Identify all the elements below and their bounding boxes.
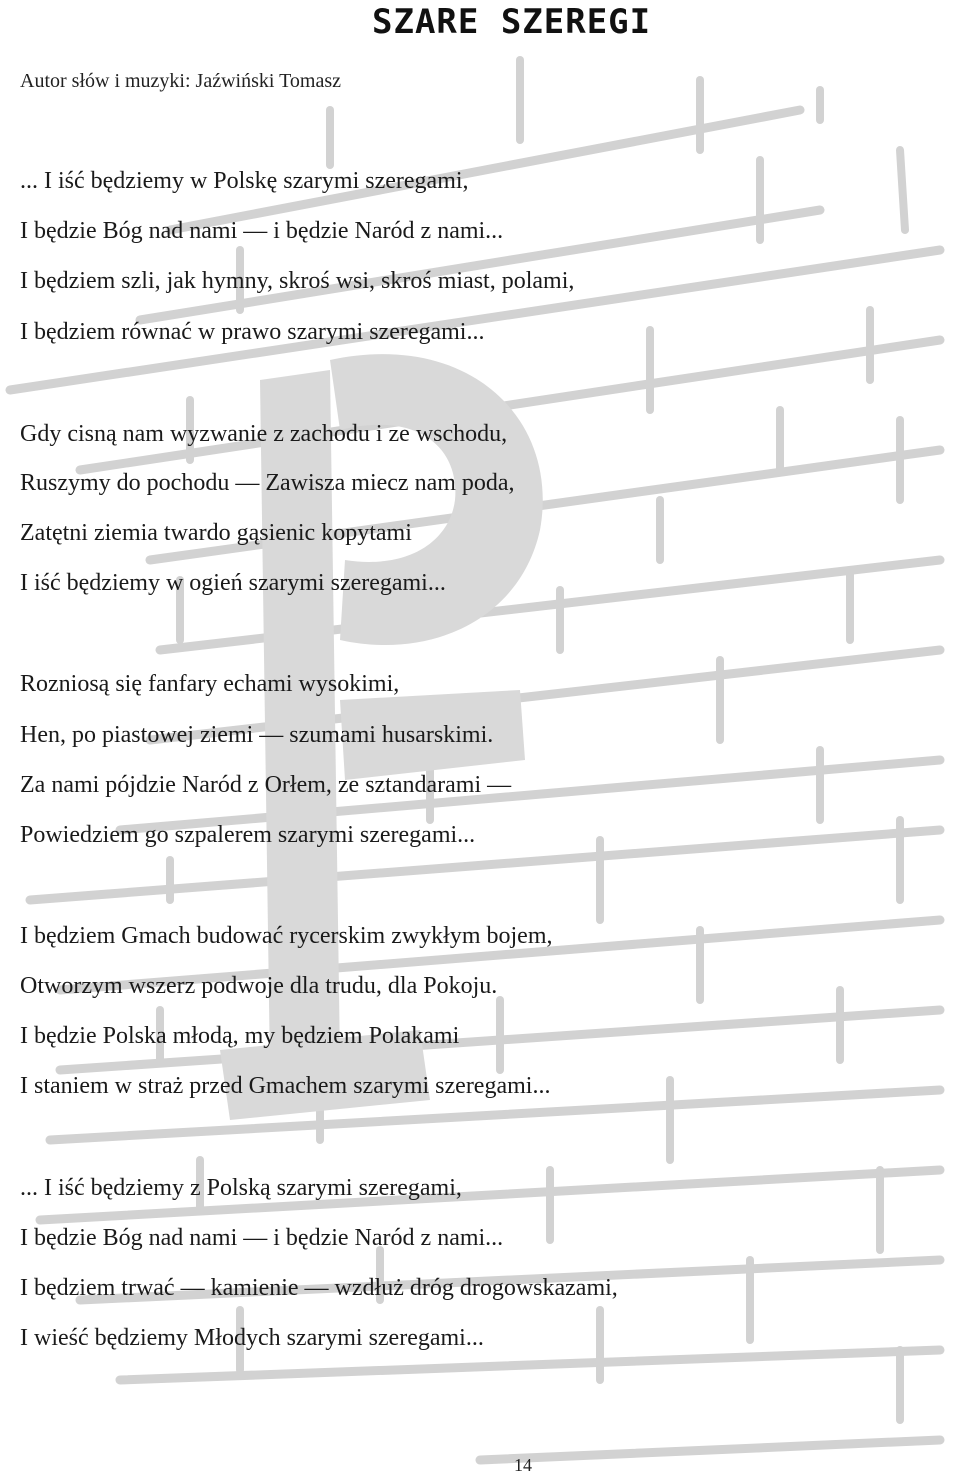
verse-line: Ruszymy do pochodu — Zawisza miecz nam poda, [20, 470, 515, 496]
page-number: 14 [514, 1455, 532, 1475]
verse-line: I będzie Bóg nad nami — i będzie Naród z nami... [20, 1225, 504, 1251]
verse-line: Zatętni ziemia twardo gąsienic kopytami [20, 520, 412, 546]
verse-line: I będziem szli, jak hymny, skroś wsi, skroś miast, polami, [20, 268, 575, 294]
verse-line: I staniem w straż przed Gmachem szarymi szeregami... [20, 1073, 551, 1099]
verse-line: I będziem trwać — kamienie — wzdłuż dróg drogowskazami, [20, 1275, 618, 1301]
verse-line: Rozniosą się fanfary echami wysokimi, [20, 671, 400, 697]
verse-line: Hen, po piastowej ziemi — szumami husarskimi. [20, 722, 494, 748]
verse-line: ... I iść będziemy w Polskę szarymi szeregami, [20, 168, 469, 194]
verse-line: I wieść będziemy Młodych szarymi szeregami... [20, 1325, 484, 1351]
verse-line: I iść będziemy w ogień szarymi szeregami... [20, 570, 446, 596]
verse-line: Powiedziem go szpalerem szarymi szeregami... [20, 822, 476, 848]
verse-line: Za nami pójdzie Naród z Orłem, ze sztandarami — [20, 772, 512, 798]
verse-line: I będziem równać w prawo szarymi szeregami... [20, 319, 485, 345]
verse-line: Gdy cisną nam wyzwanie z zachodu i ze wschodu, [20, 421, 508, 447]
verse-line: I będzie Polska młodą, my będziem Polakami [20, 1023, 460, 1049]
song-title: SZARE SZEREGI [372, 2, 652, 42]
verse-line: I będzie Bóg nad nami — i będzie Naród z nami... [20, 218, 504, 244]
verse-line: ... I iść będziemy z Polską szarymi szeregami, [20, 1175, 462, 1201]
verse-line: I będziem Gmach budować rycerskim zwykłym bojem, [20, 923, 553, 949]
author-credit: Autor słów i muzyki: Jaźwiński Tomasz [20, 70, 341, 92]
verse-line: Otworzym wszerz podwoje dla trudu, dla Pokoju. [20, 973, 498, 999]
